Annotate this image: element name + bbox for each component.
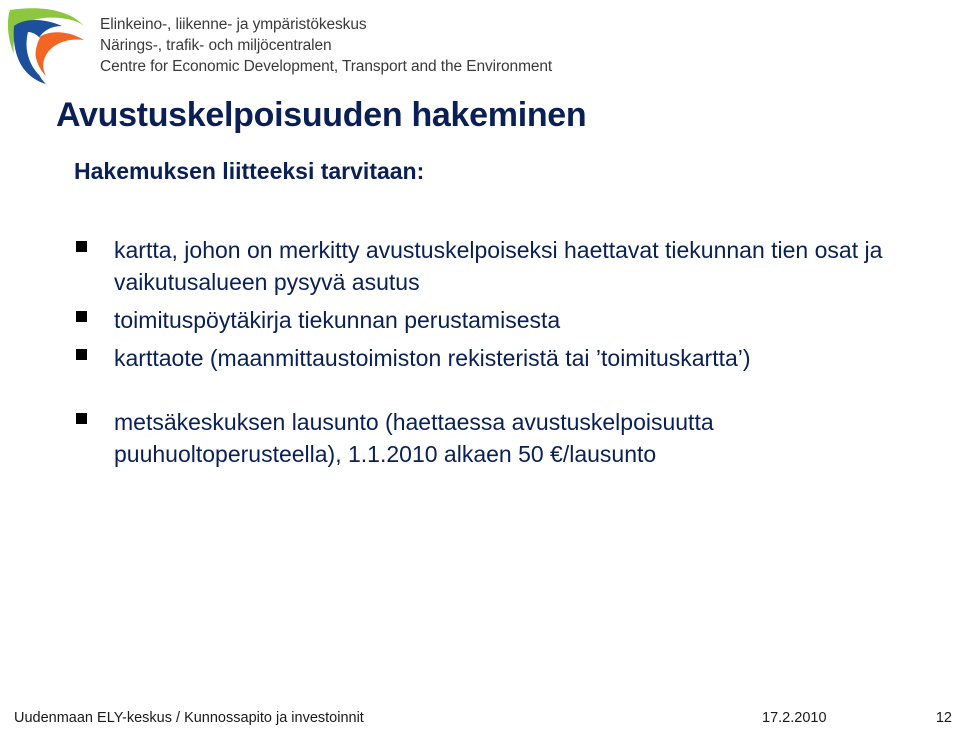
list-item [74, 304, 944, 336]
square-bullet-icon [76, 311, 87, 322]
slide-subtitle: Hakemuksen liitteeksi tarvitaan: [74, 158, 425, 184]
list-item [74, 406, 944, 470]
square-bullet-icon [76, 241, 87, 252]
list-item-text: toimituspöytäkirja tiekunnan perustamisesta [114, 307, 561, 333]
org-name-en: Centre for Economic Development, Transport and the Environment [100, 58, 553, 75]
list-item [74, 342, 944, 374]
list-item-text: karttaote (maanmittaustoimiston rekisteristä tai ’toimituskartta’) [114, 345, 751, 371]
slide-title: Avustuskelpoisuuden hakeminen [56, 96, 587, 134]
footer-organization: Uudenmaan ELY-keskus / Kunnossapito ja investoinnit [14, 710, 364, 726]
list-item-text: kartta, johon on merkitty avustuskelpoiseksi haettavat tiekunnan tien osat ja vaikutusalueen pysyvä asutus [114, 237, 883, 295]
org-name-fi: Elinkeino-, liikenne- ja ympäristökeskus [100, 16, 367, 33]
square-bullet-icon [76, 413, 87, 424]
org-names [100, 14, 552, 77]
square-bullet-icon [76, 349, 87, 360]
list-item [74, 234, 944, 298]
bullet-list [74, 234, 944, 476]
page-number: 12 [935, 710, 952, 726]
ely-logo-mark [6, 4, 86, 86]
ely-logo [6, 4, 86, 86]
org-name-sv: Närings-, trafik- och miljöcentralen [100, 37, 332, 54]
list-item-text: metsäkeskuksen lausunto (haettaessa avustuskelpoisuutta puuhuoltoperusteella), 1.1.2010 alkaen 50 €/lausunto [114, 409, 714, 467]
footer-date: 17.2.2010 [762, 710, 827, 726]
